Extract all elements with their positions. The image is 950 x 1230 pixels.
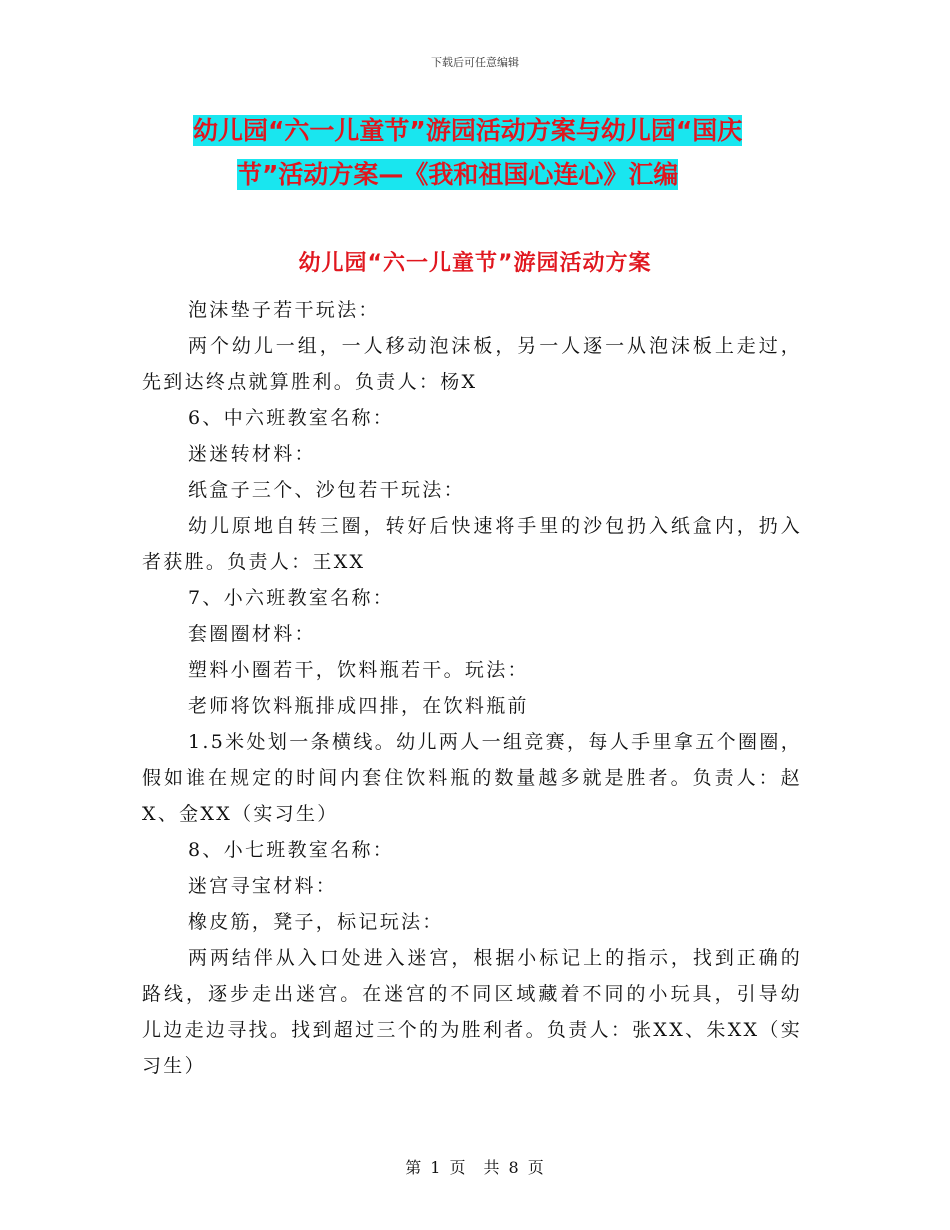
paragraph: 两个幼儿一组，一人移动泡沫板，另一人逐一从泡沫板上走过，先到达终点就算胜利。负责人：杨X (142, 335, 802, 393)
footer-suffix: 页 (527, 1158, 545, 1177)
paragraph: 纸盒子三个、沙包若干玩法： (188, 479, 465, 501)
body-text (142, 292, 802, 1084)
paragraph: 6、中六班教室名称： (188, 407, 395, 429)
footer-prefix: 第 (405, 1158, 423, 1177)
paragraph: 老师将饮料瓶排成四排，在饮料瓶前 (188, 695, 529, 717)
paragraph: 8、小七班教室名称： (188, 839, 395, 861)
document-title-line-1: 幼儿园“六一儿童节”游园活动方案与幼儿园“国庆 (193, 116, 743, 145)
paragraph: 迷宫寻宝材料： (188, 875, 338, 897)
paragraph: 橡皮筋，凳子，标记玩法： (188, 911, 444, 933)
paragraph: 套圈圈材料： (188, 623, 316, 645)
section-title: 幼儿园“六一儿童节”游园活动方案 (298, 251, 652, 276)
paragraph: 塑料小圈若干，饮料瓶若干。玩法： (188, 659, 529, 681)
header-note: 下载后可任意编辑 (431, 56, 519, 69)
paragraph: 幼儿原地自转三圈，转好后快速将手里的沙包扔入纸盒内，扔入者获胜。负责人：王XX (142, 515, 802, 573)
document-title-line-2: 节”活动方案—《我和祖国心连心》汇编 (237, 160, 679, 189)
paragraph: 7、小六班教室名称： (188, 587, 395, 609)
paragraph: 1.5米处划一条横线。幼儿两人一组竞赛，每人手里拿五个圈圈，假如谁在规定的时间内套住饮料瓶的数量越多就是胜者。负责人：赵X、金XX（实习生） (142, 731, 802, 825)
page-footer (0, 1155, 950, 1178)
paragraph: 两两结伴从入口处进入迷宫，根据小标记上的指示，找到正确的路线，逐步走出迷宫。在迷宫的不同区域藏着不同的小玩具，引导幼儿边走边寻找。找到超过三个的为胜利者。负责人：张XX、朱XX（实习生） (142, 947, 802, 1077)
total-page-number: 8 (508, 1158, 520, 1177)
footer-middle: 页 共 (449, 1158, 501, 1177)
current-page-number: 1 (430, 1158, 442, 1177)
paragraph: 泡沫垫子若干玩法： (188, 299, 380, 321)
paragraph: 迷迷转材料： (188, 443, 316, 465)
